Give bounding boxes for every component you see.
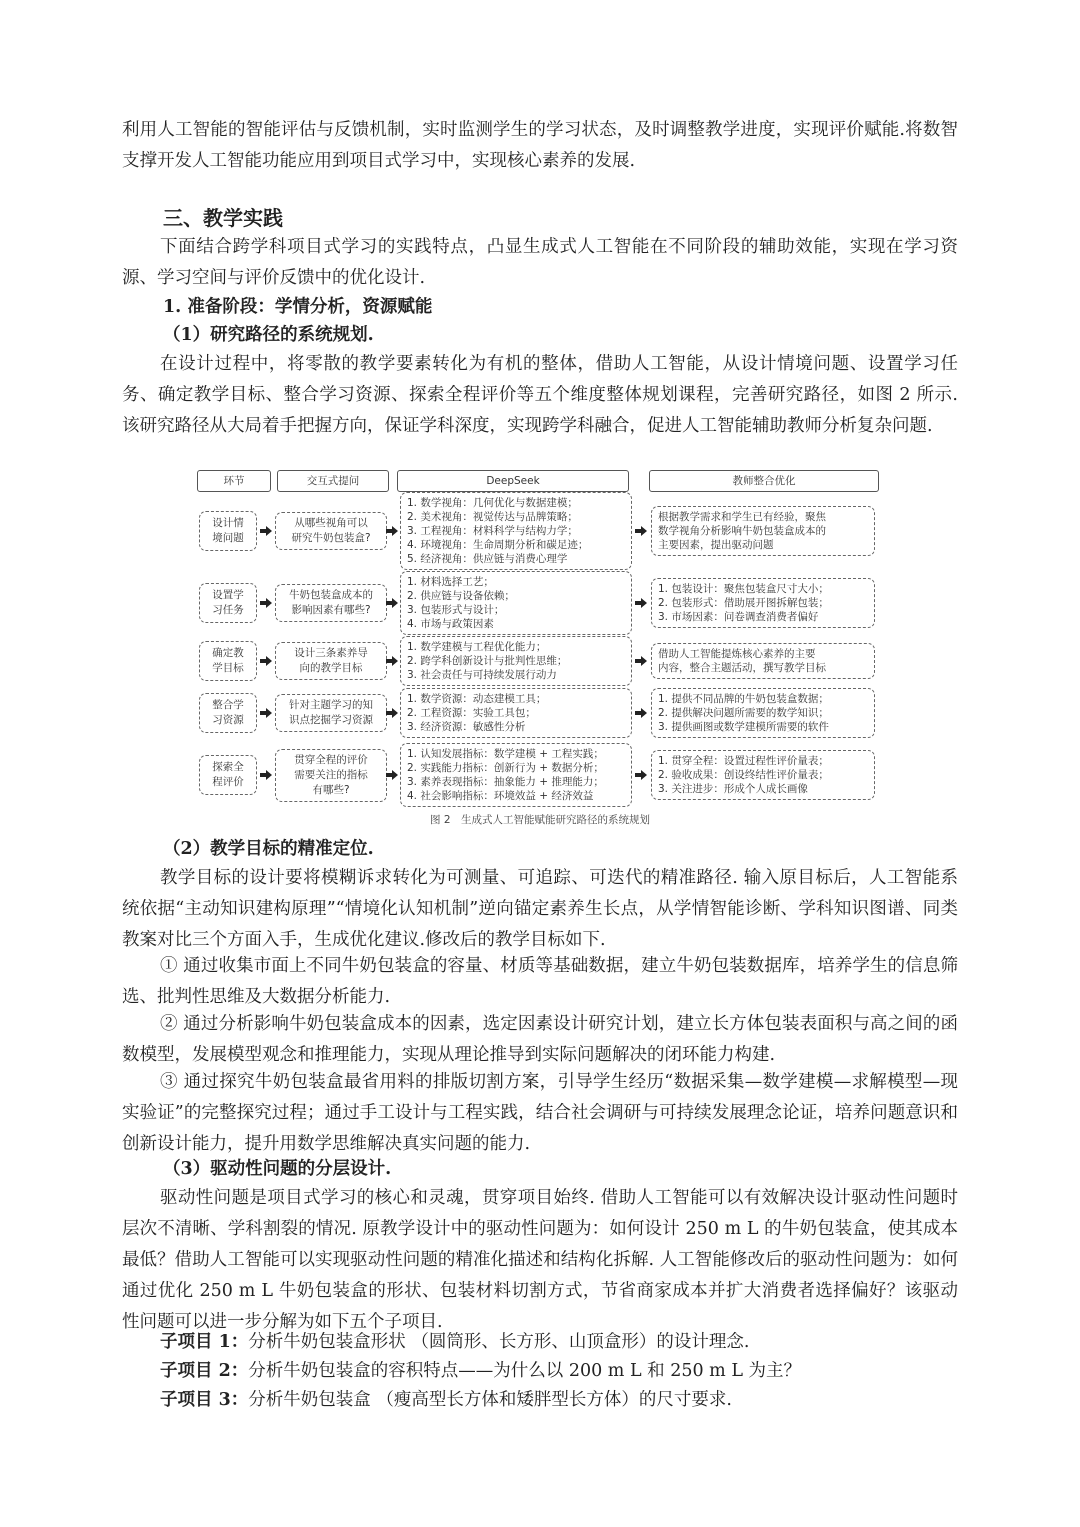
deepseek-box [400, 492, 632, 570]
stage-box: 设置学 习任务 [199, 583, 257, 623]
goal-1: ① 通过收集市面上不同牛奶包装盒的容量、材质等基础数据，建立牛奶包装数据库，培养学生的信息筛选、批判性思维及大数据分析能力. [122, 956, 958, 1007]
sub-project-3 [160, 1385, 732, 1415]
arrow-icon [259, 706, 273, 720]
goal-3: ③ 通过探究牛奶包装盒最省用料的排版切割方案，引导学生经历“数据采集—数学建模—求解模型—现实验证”的完整探究过程；通过手工设计与工程实践，结合社会调研与可持续发展理念论证，培养问题意识和创新设计能力，提升用数学思维解决真实问题的能力. [122, 1072, 958, 1154]
subsection1-heading: （1）研究路径的系统规划. [163, 325, 374, 345]
deepseek-line: 2. 跨学科创新设计与批判性思维； [407, 655, 568, 667]
section-title: 三、教学实践 [163, 206, 283, 230]
header-question: 交互式提问 [277, 470, 389, 492]
teacher-box [651, 643, 875, 679]
deepseek-line: 3. 素养表现指标：抽象能力 + 推理能力； [407, 776, 604, 788]
deepseek-line: 2. 供应链与设备依赖； [407, 590, 515, 602]
teacher-box [651, 506, 875, 556]
sub-project-1-text: 分析牛奶包装盒形状 （圆筒形、长方形、山顶盒形）的设计理念. [248, 1332, 750, 1352]
intro-paragraph: 利用人工智能的智能评估与反馈机制，实时监测学生的学习状态，及时调整教学进度，实现评价赋能.将数智支撑开发人工智能功能应用到项目式学习中，实现核心素养的发展. [122, 120, 958, 171]
arrow-icon [385, 596, 399, 610]
question-box: 针对主题学习的知 识点挖掘学习资源 [275, 694, 387, 732]
arrow-icon [259, 654, 273, 668]
deepseek-line: 1. 材料选择工艺； [407, 576, 494, 588]
stage1-heading: 1. 准备阶段：学情分析，资源赋能 [163, 297, 433, 317]
deepseek-line: 1. 数学建模与工程优化能力； [407, 641, 547, 653]
teacher-box [651, 688, 875, 738]
deepseek-line: 1. 数学资源：动态建模工具； [407, 693, 547, 705]
deepseek-line: 3. 社会责任与可持续发展行动力 [407, 669, 557, 681]
arrow-icon [385, 654, 399, 668]
question-box: 贯穿全程的评价 需要关注的指标 有哪些? [275, 749, 387, 802]
teacher-line: 1. 提供不同品牌的牛奶包装盒数据； [658, 693, 829, 705]
teacher-line: 3. 市场因素：问卷调查消费者偏好 [658, 611, 819, 623]
deepseek-box [400, 571, 632, 635]
goal-2: ② 通过分析影响牛奶包装盒成本的因素，选定因素设计研究计划，建立长方体包装表面积与高之间的函数模型，发展模型观念和推理能力，实现从理论推导到实际问题解决的闭环能力构建. [122, 1014, 958, 1065]
header-teacher: 教师整合优化 [649, 470, 879, 492]
stage-box: 探索全 程评价 [199, 755, 257, 795]
teacher-line: 2. 包装形式：借助展开图拆解包装； [658, 597, 829, 609]
question-box: 设计三条素养导 向的教学目标 [275, 642, 387, 680]
stage-box: 整合学 习资源 [199, 693, 257, 733]
deepseek-line: 3. 工程视角：材料科学与结构力学； [407, 525, 578, 537]
sub-project-1-label: 子项目 1： [160, 1332, 249, 1352]
question-box: 牛奶包装盒成本的 影响因素有哪些? [275, 584, 387, 622]
teacher-line: 3. 关注进步：形成个人成长画像 [658, 783, 808, 795]
arrow-icon [259, 524, 273, 538]
arrow-icon [634, 654, 648, 668]
sub-project-2 [160, 1356, 801, 1386]
figure-caption: 图 2 生成式人工智能赋能研究路径的系统规划 [429, 814, 651, 826]
deepseek-line: 1. 数学视角：几何优化与数据建模； [407, 497, 578, 509]
arrow-icon [634, 706, 648, 720]
arrow-icon [259, 768, 273, 782]
deepseek-line: 3. 经济资源：敏感性分析 [407, 721, 526, 733]
question-box: 从哪些视角可以 研究牛奶包装盒? [275, 512, 387, 550]
arrow-icon [385, 706, 399, 720]
arrow-icon [259, 596, 273, 610]
deepseek-line: 3. 包装形式与设计； [407, 604, 505, 616]
deepseek-line: 4. 环境视角：生命周期分析和碳足迹； [407, 539, 589, 551]
arrow-icon [385, 768, 399, 782]
sub-project-1 [160, 1327, 749, 1357]
deepseek-line: 4. 社会影响指标：环境效益 + 经济效益 [407, 790, 594, 802]
teacher-box [651, 578, 875, 628]
teacher-line: 主要因素，提出驱动问题 [658, 539, 774, 551]
arrow-icon [385, 524, 399, 538]
subsection3-heading: （3）驱动性问题的分层设计. [163, 1159, 392, 1179]
deepseek-box [400, 688, 632, 738]
arrow-icon [634, 524, 648, 538]
teacher-line: 内容，整合主题活动，撰写教学目标 [658, 662, 826, 674]
teacher-line: 1. 贯穿全程：设置过程性评价量表； [658, 755, 829, 767]
stage-box: 确定教 学目标 [199, 641, 257, 681]
subsection2-paragraph: 教学目标的设计要将模糊诉求转化为可测量、可追踪、可迭代的精准路径. 输入原目标后，人工智能系统依据“主动知识建构原理”“情境化认知机制”逆向锚定素养生长点，从学情智能诊断、学科知识图谱、同类教案对比三个方面入手，生成优化建议.修改后的教学目标如下. [122, 868, 958, 950]
teacher-line: 借助人工智能提炼核心素养的主要 [658, 648, 816, 660]
stage-box: 设计情 境问题 [199, 511, 257, 551]
teacher-line: 2. 提供解决问题所需要的数学知识； [658, 707, 829, 719]
arrow-icon [634, 768, 648, 782]
subsection2-heading: （2）教学目标的精准定位. [163, 839, 374, 859]
teacher-box [651, 750, 875, 800]
section-intro-paragraph: 下面结合跨学科项目式学习的实践特点，凸显生成式人工智能在不同阶段的辅助效能，实现在学习资源、学习空间与评价反馈中的优化设计. [122, 237, 958, 288]
sub-project-2-label: 子项目 2： [160, 1361, 249, 1381]
subsection1-paragraph: 在设计过程中，将零散的教学要素转化为有机的整体，借助人工智能，从设计情境问题、设置学习任务、确定教学目标、整合学习资源、探索全程评价等五个维度整体规划课程，完善研究路径，如图 2 所示. 该研究路径从大局着手把握方向，保证学科深度，实现跨学科融合，促进人工智能辅助教师分析复杂问题. [122, 354, 958, 436]
header-deepseek: DeepSeek [397, 470, 629, 492]
sub-project-3-text: 分析牛奶包装盒 （瘦高型长方体和矮胖型长方体）的尺寸要求. [248, 1390, 732, 1410]
teacher-line: 3. 提供画图或数学建模所需要的软件 [658, 721, 829, 733]
deepseek-line: 4. 市场与政策因素 [407, 618, 494, 630]
deepseek-box [400, 636, 632, 686]
deepseek-line: 1. 认知发展指标：数学建模 + 工程实践； [407, 748, 604, 760]
deepseek-line: 5. 经济视角：供应链与消费心理学 [407, 553, 568, 565]
subsection3-paragraph: 驱动性问题是项目式学习的核心和灵魂，贯穿项目始终. 借助人工智能可以有效解决设计驱动性问题时层次不清晰、学科割裂的情况. 原教学设计中的驱动性问题为：如何设计 250 m L 的牛奶包装盒，使其成本最低？借助人工智能可以实现驱动性问题的精准化描述和结构化拆解. 人工智能修改后的驱动性问题为：如何通过优化 250 m L 牛奶包装盒的形状、包装材料切割方式，节省商家成本并扩大消费者选择偏好？该驱动性问题可以进一步分解为如下五个子项目. [122, 1188, 958, 1332]
header-stage: 环节 [197, 470, 271, 492]
research-path-figure [197, 468, 883, 830]
teacher-line: 根据教学需求和学生已有经验，聚焦 [658, 511, 826, 523]
deepseek-box [400, 743, 632, 807]
sub-project-2-text: 分析牛奶包装盒的容积特点——为什么以 200 m L 和 250 m L 为主？ [248, 1361, 802, 1381]
deepseek-line: 2. 工程资源：实验工具包； [407, 707, 536, 719]
deepseek-line: 2. 美术视角：视觉传达与品牌策略； [407, 511, 578, 523]
teacher-line: 1. 包装设计：聚焦包装盒尺寸大小； [658, 583, 829, 595]
sub-project-3-label: 子项目 3： [160, 1390, 249, 1410]
deepseek-line: 2. 实践能力指标：创新行为 + 数据分析； [407, 762, 604, 774]
arrow-icon [634, 596, 648, 610]
teacher-line: 数学视角分析影响牛奶包装盒成本的 [658, 525, 826, 537]
teacher-line: 2. 验收成果：创设终结性评价量表； [658, 769, 829, 781]
